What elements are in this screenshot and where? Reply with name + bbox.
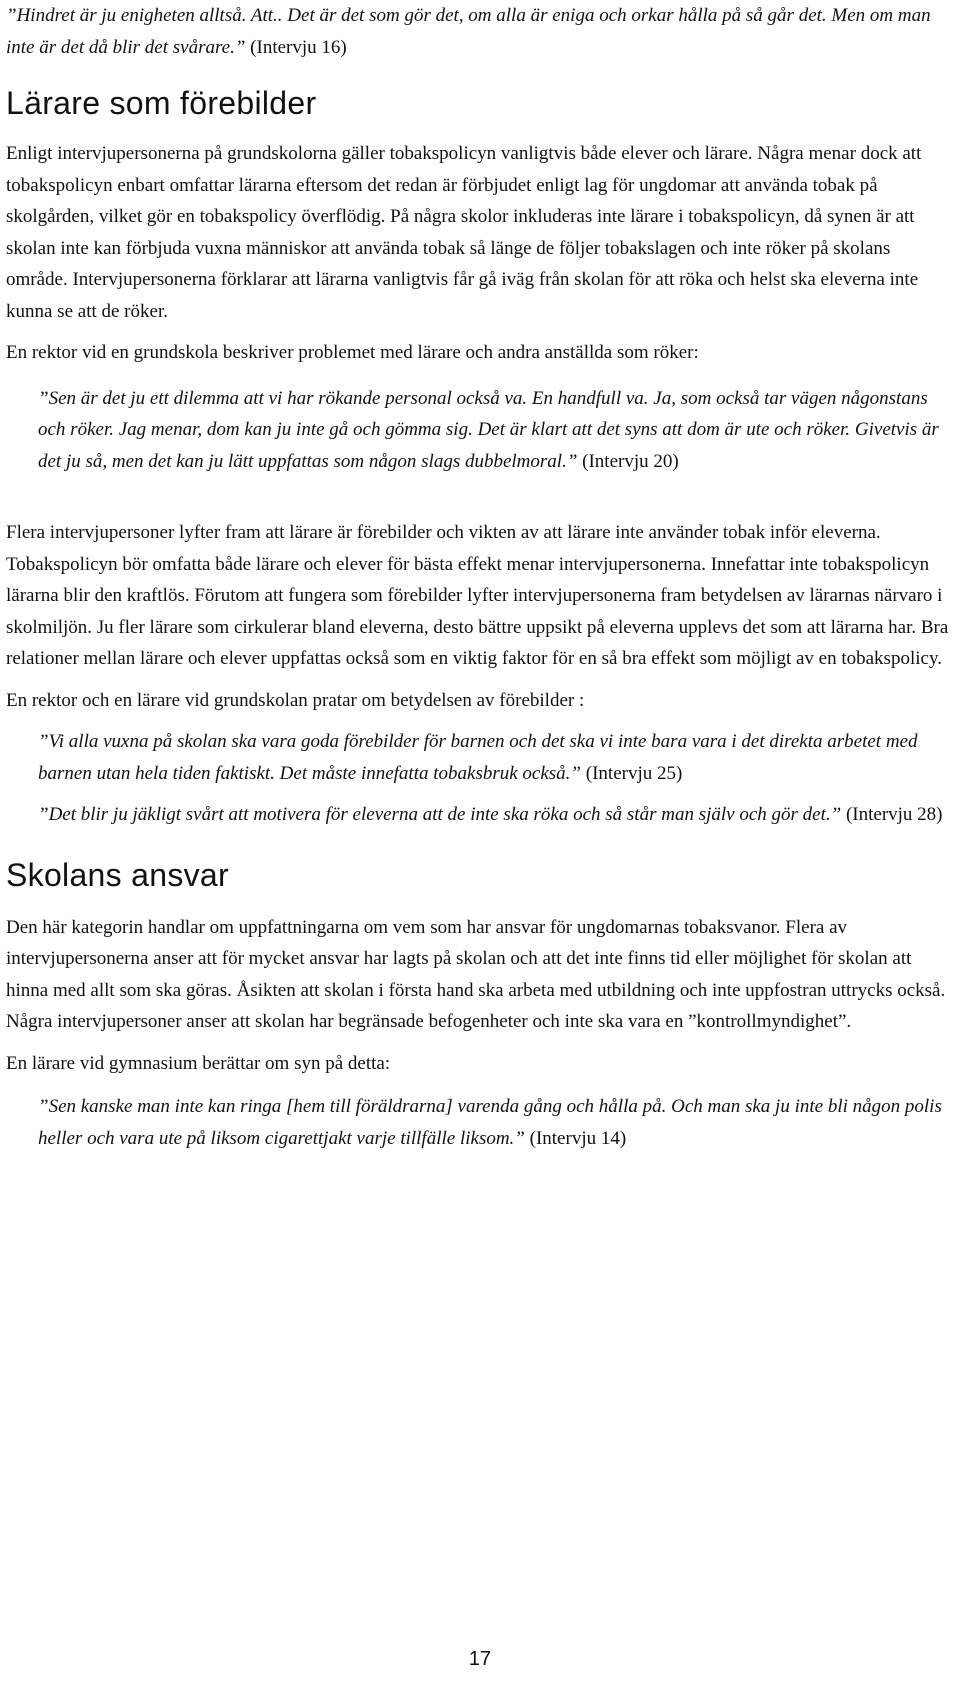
quote-intervju-16 [6,0,954,63]
body-paragraph: Den här kategorin handlar om uppfattningarna om vem som har ansvar för ungdomarnas tobaksvanor. Flera av intervjupersonerna anser att för mycket ansvar har lagts på skolan och att det inte finns tid eller möjlighet för skolan att hinna med allt som ska göras. Åsikten att skolan i första hand ska arbeta med utbildning och inte uppfostran uttrycks också. Några intervjupersoner anser att skolan har begränsade befogenheter och inte ska vara en ”kontrollmyndighet”. [6,916,946,1032]
body-paragraph: En rektor och en lärare vid grundskolan pratar om betydelsen av förebilder : [6,689,585,711]
quote-text: ”Vi alla vuxna på skolan ska vara goda förebilder för barnen och det ska vi inte bara vara i det direkta arbetet med barnen utan hela tiden faktiskt. Det måste innefatta tobaksbruk också.” [38,731,918,784]
quote-reference: (Intervju 28) [841,804,943,825]
quote-intervju-14 [38,1091,954,1154]
quote-text: ”Hindret är ju enigheten alltså. Att.. Det är det som gör det, om alla är eniga och orkar hålla på så går det. Men om man inte är det då blir det svårare.” [6,5,931,58]
body-paragraph: Enligt intervjupersonerna på grundskolorna gäller tobakspolicyn vanligtvis både elever och lärare. Några menar dock att tobakspolicyn enbart omfattar lärarna eftersom det redan är förbjudet enligt lag för ungdomar att använda tobak på skolgården, vilket gör en tobakspolicy överflödig. På några skolor inkluderas inte lärare i tobakspolicyn, då synen är att skolan inte kan förbjuda vuxna människor att använda tobak så länge de följer tobakslagen och inte röker på skolans område. Intervjupersonerna förklarar att lärarna vanligtvis får gå iväg från skolan för att röka och helst ska eleverna inte kunna se att de röker. [6,143,922,322]
quote-intervju-25 [38,726,954,789]
quote-reference: (Intervju 16) [245,36,347,58]
quote-reference: (Intervju 25) [581,762,683,784]
quote-text: ”Sen kanske man inte kan ringa [hem till föräldrarna] varenda gång och hålla på. Och man ska ju inte bli någon polis heller och vara ute på liksom cigarettjakt varje tillfälle liksom.” [38,1096,942,1149]
page-number: 17 [468,1648,492,1670]
quote-reference: (Intervju 20) [577,450,679,472]
body-paragraph: En rektor vid en grundskola beskriver problemet med lärare och andra anställda som röker: [6,342,699,363]
quote-text: ”Det blir ju jäkligt svårt att motivera för eleverna att de inte ska röka och så står man själv och gör det.” [38,804,842,825]
section-heading: Skolans ansvar [6,856,229,893]
quote-intervju-20 [38,383,954,478]
quote-text: ”Sen är det ju ett dilemma att vi har rökande personal också va. En handfull va. Ja, som också tar vägen någonstans och röker. Jag menar, dom kan ju inte gå och gömma sig. Det är klart att det syns att dom är ute och röker. Givetvis är det ju så, men det kan ju lätt uppfattas som någon slags dubbelmoral.” [38,387,939,472]
body-paragraph: En lärare vid gymnasium berättar om syn på detta: [6,1052,391,1074]
section-heading: Lärare som förebilder [6,85,317,121]
quote-intervju-28 [38,799,954,831]
body-paragraph: Flera intervjupersoner lyfter fram att lärare är förebilder och vikten av att lärare inte använder tobak inför eleverna. Tobakspolicyn bör omfatta både lärare och elever för bästa effekt menar intervjupersonerna. Innefattar inte tobakspolicyn lärarna blir den kraftlös. Förutom att fungera som förebilder lyfter intervjupersonerna fram betydelsen av lärarnas närvaro i skolmiljön. Ju fler lärare som cirkulerar bland eleverna, desto bättre uppsikt på eleverna upplevs det som att lärarna har. Bra relationer mellan lärare och elever uppfattas också som en viktig faktor för en så bra effekt som möjligt av en tobakspolicy. [6,522,949,669]
quote-reference: (Intervju 14) [524,1127,627,1149]
